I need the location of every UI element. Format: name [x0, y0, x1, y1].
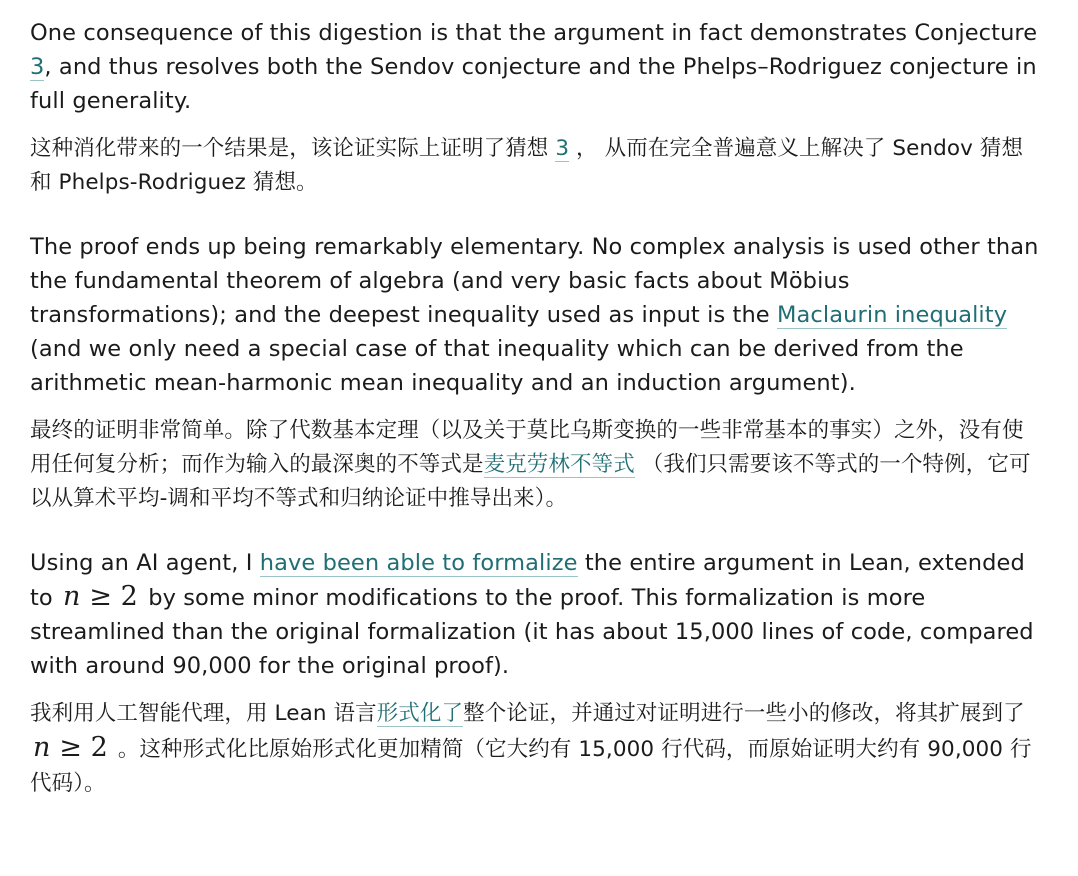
math-n-geq-2	[60, 581, 141, 612]
math-num: 2	[120, 581, 138, 612]
maclaurin-inequality-link[interactable]: Maclaurin inequality	[777, 302, 1008, 328]
paragraph-3-chinese	[30, 697, 1040, 801]
maclaurin-inequality-link-zh[interactable]: 麦克劳林不等式	[483, 452, 635, 477]
text: 这种消化带来的一个结果是，该论证实际上证明了猜想	[30, 136, 556, 161]
text: Using an AI agent, I	[30, 550, 260, 576]
math-op: ≥	[89, 581, 112, 612]
text: , and thus resolves both the Sendov conjecture and the Phelps–Rodriguez conjecture in full generality.	[30, 54, 1037, 114]
math-num: 2	[90, 732, 108, 763]
paragraph-2-english	[30, 230, 1040, 400]
text: 。这种形式化比原始形式化更加精简（它大约有 15,000 行代码，而原始证明大约有 90,000 行代码）。	[30, 737, 1032, 796]
text: （我们只需要该不等式的一个特例，它可以从算术平均-调和平均不等式和归纳论证中推导出来）。	[30, 452, 1031, 511]
text: (and we only need a special case of that inequality which can be derived from the arithmetic mean-harmonic mean inequality and an induction argument).	[30, 336, 964, 396]
conjecture-3-link[interactable]: 3	[30, 54, 45, 80]
text: 整个论证，并通过对证明进行一些小的修改，将其扩展到了	[463, 701, 1025, 726]
math-var: n	[33, 732, 51, 763]
math-n-geq-2-zh	[30, 732, 111, 763]
text: One consequence of this digestion is that the argument in fact demonstrates Conjecture	[30, 20, 1038, 46]
text: ， 从而在完全普遍意义上解决了 Sendov 猜想和 Phelps-Rodriguez 猜想。	[30, 136, 1024, 195]
math-op: ≥	[59, 732, 82, 763]
paragraph-3-english	[30, 546, 1040, 683]
text: 我利用人工智能代理，用 Lean 语言	[30, 701, 377, 726]
formalize-link-zh[interactable]: 形式化了	[376, 701, 464, 726]
paragraph-1-english	[30, 16, 1040, 118]
paragraph-1-chinese	[30, 132, 1040, 200]
text: the entire argument in Lean, extended to	[30, 550, 1025, 611]
text: The proof ends up being remarkably elementary. No complex analysis is used other than the fundamental theorem of algebra (and very basic facts about Möbius transformations); and the deepest inequality used as input is the	[30, 234, 1039, 328]
article-content	[30, 16, 1040, 801]
math-var: n	[63, 581, 81, 612]
paragraph-2-chinese	[30, 414, 1040, 516]
text: 最终的证明非常简单。除了代数基本定理（以及关于莫比乌斯变换的一些非常基本的事实）之外，没有使用任何复分析；而作为输入的最深奥的不等式是	[30, 418, 1024, 477]
conjecture-3-link-zh[interactable]: 3	[555, 136, 570, 161]
text: by some minor modifications to the proof. This formalization is more streamlined than the original formalization (it has about 15,000 lines of code, compared with around 90,000 for the original proof).	[30, 585, 1034, 679]
formalize-link[interactable]: have been able to formalize	[259, 550, 578, 576]
